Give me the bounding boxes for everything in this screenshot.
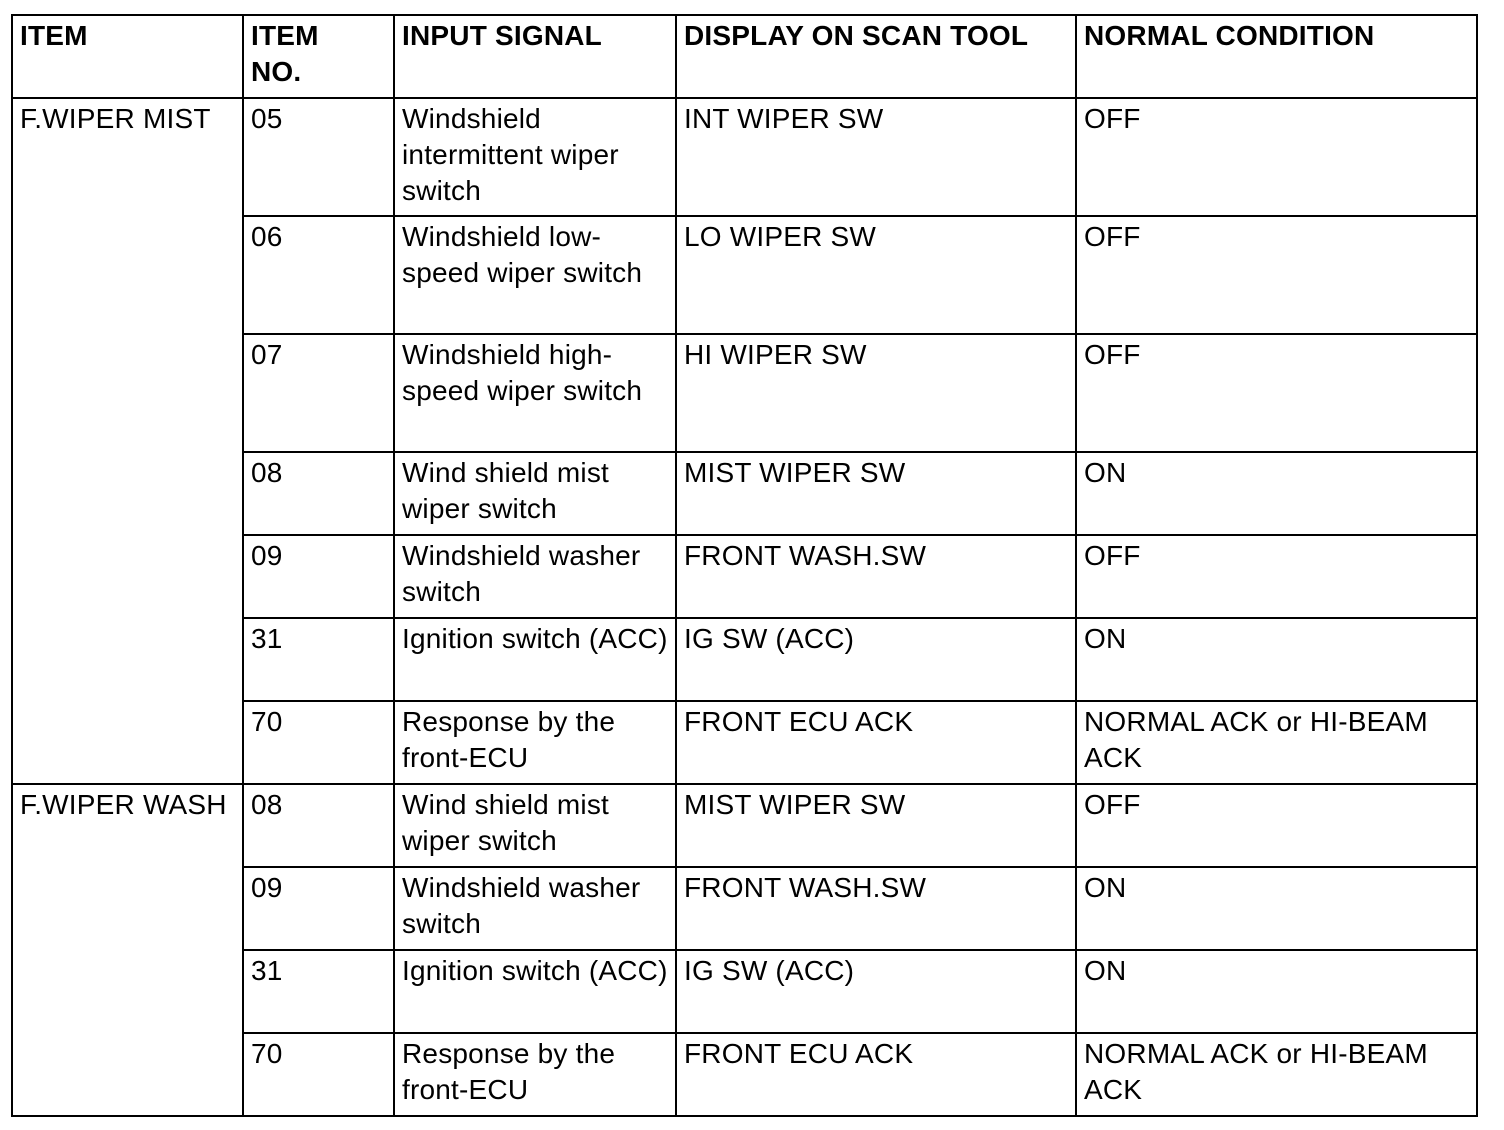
item-no-cell: 08 xyxy=(243,452,394,535)
header-item-no-line2: NO. xyxy=(251,56,302,87)
item-no-cell: 31 xyxy=(243,618,394,701)
normal-condition-cell: OFF xyxy=(1076,98,1477,216)
header-normal-condition: NORMAL CONDITION xyxy=(1076,15,1477,98)
input-signal-cell: Windshield intermittent wiper switch xyxy=(394,98,676,216)
input-signal-cell: Windshield washer switch xyxy=(394,535,676,618)
input-signal-cell: Wind shield mist wiper switch xyxy=(394,784,676,867)
header-input-signal: INPUT SIGNAL xyxy=(394,15,676,98)
normal-condition-cell: OFF xyxy=(1076,334,1477,452)
header-display: DISPLAY ON SCAN TOOL xyxy=(676,15,1076,98)
table-row xyxy=(12,784,1477,867)
item-no-cell: 06 xyxy=(243,216,394,334)
group-item-cell: F.WIPER WASH xyxy=(12,784,243,1116)
display-cell: FRONT WASH.SW xyxy=(676,535,1076,618)
input-signal-cell: Response by the front-ECU xyxy=(394,1033,676,1116)
table-row xyxy=(12,98,1477,216)
input-signal-cell: Windshield washer switch xyxy=(394,867,676,950)
display-cell: INT WIPER SW xyxy=(676,98,1076,216)
header-item: ITEM xyxy=(12,15,243,98)
display-cell: MIST WIPER SW xyxy=(676,452,1076,535)
input-signal-cell: Ignition switch (ACC) xyxy=(394,618,676,701)
normal-condition-cell: ON xyxy=(1076,950,1477,1033)
normal-condition-cell: OFF xyxy=(1076,216,1477,334)
normal-condition-cell: ON xyxy=(1076,452,1477,535)
input-signal-cell: Ignition switch (ACC) xyxy=(394,950,676,1033)
item-no-cell: 70 xyxy=(243,1033,394,1116)
item-no-cell: 08 xyxy=(243,784,394,867)
item-no-cell: 09 xyxy=(243,867,394,950)
input-signal-cell: Wind shield mist wiper switch xyxy=(394,452,676,535)
header-item-no-line1: ITEM xyxy=(251,20,319,51)
display-cell: FRONT ECU ACK xyxy=(676,701,1076,784)
display-cell: HI WIPER SW xyxy=(676,334,1076,452)
normal-condition-cell: ON xyxy=(1076,618,1477,701)
item-no-cell: 31 xyxy=(243,950,394,1033)
normal-condition-cell: ON xyxy=(1076,867,1477,950)
header-row xyxy=(12,15,1477,98)
item-no-cell: 70 xyxy=(243,701,394,784)
display-cell: MIST WIPER SW xyxy=(676,784,1076,867)
group-item-cell: F.WIPER MIST xyxy=(12,98,243,784)
display-cell: FRONT WASH.SW xyxy=(676,867,1076,950)
item-no-cell: 07 xyxy=(243,334,394,452)
item-no-cell: 09 xyxy=(243,535,394,618)
scan-tool-table xyxy=(11,14,1478,1117)
normal-condition-cell: OFF xyxy=(1076,535,1477,618)
normal-condition-cell: OFF xyxy=(1076,784,1477,867)
header-item-no xyxy=(243,15,394,98)
display-cell: IG SW (ACC) xyxy=(676,618,1076,701)
item-no-cell: 05 xyxy=(243,98,394,216)
display-cell: FRONT ECU ACK xyxy=(676,1033,1076,1116)
display-cell: IG SW (ACC) xyxy=(676,950,1076,1033)
input-signal-cell: Windshield high-speed wiper switch xyxy=(394,334,676,452)
normal-condition-cell: NORMAL ACK or HI-BEAM ACK xyxy=(1076,701,1477,784)
input-signal-cell: Windshield low-speed wiper switch xyxy=(394,216,676,334)
input-signal-cell: Response by the front-ECU xyxy=(394,701,676,784)
normal-condition-cell: NORMAL ACK or HI-BEAM ACK xyxy=(1076,1033,1477,1116)
display-cell: LO WIPER SW xyxy=(676,216,1076,334)
